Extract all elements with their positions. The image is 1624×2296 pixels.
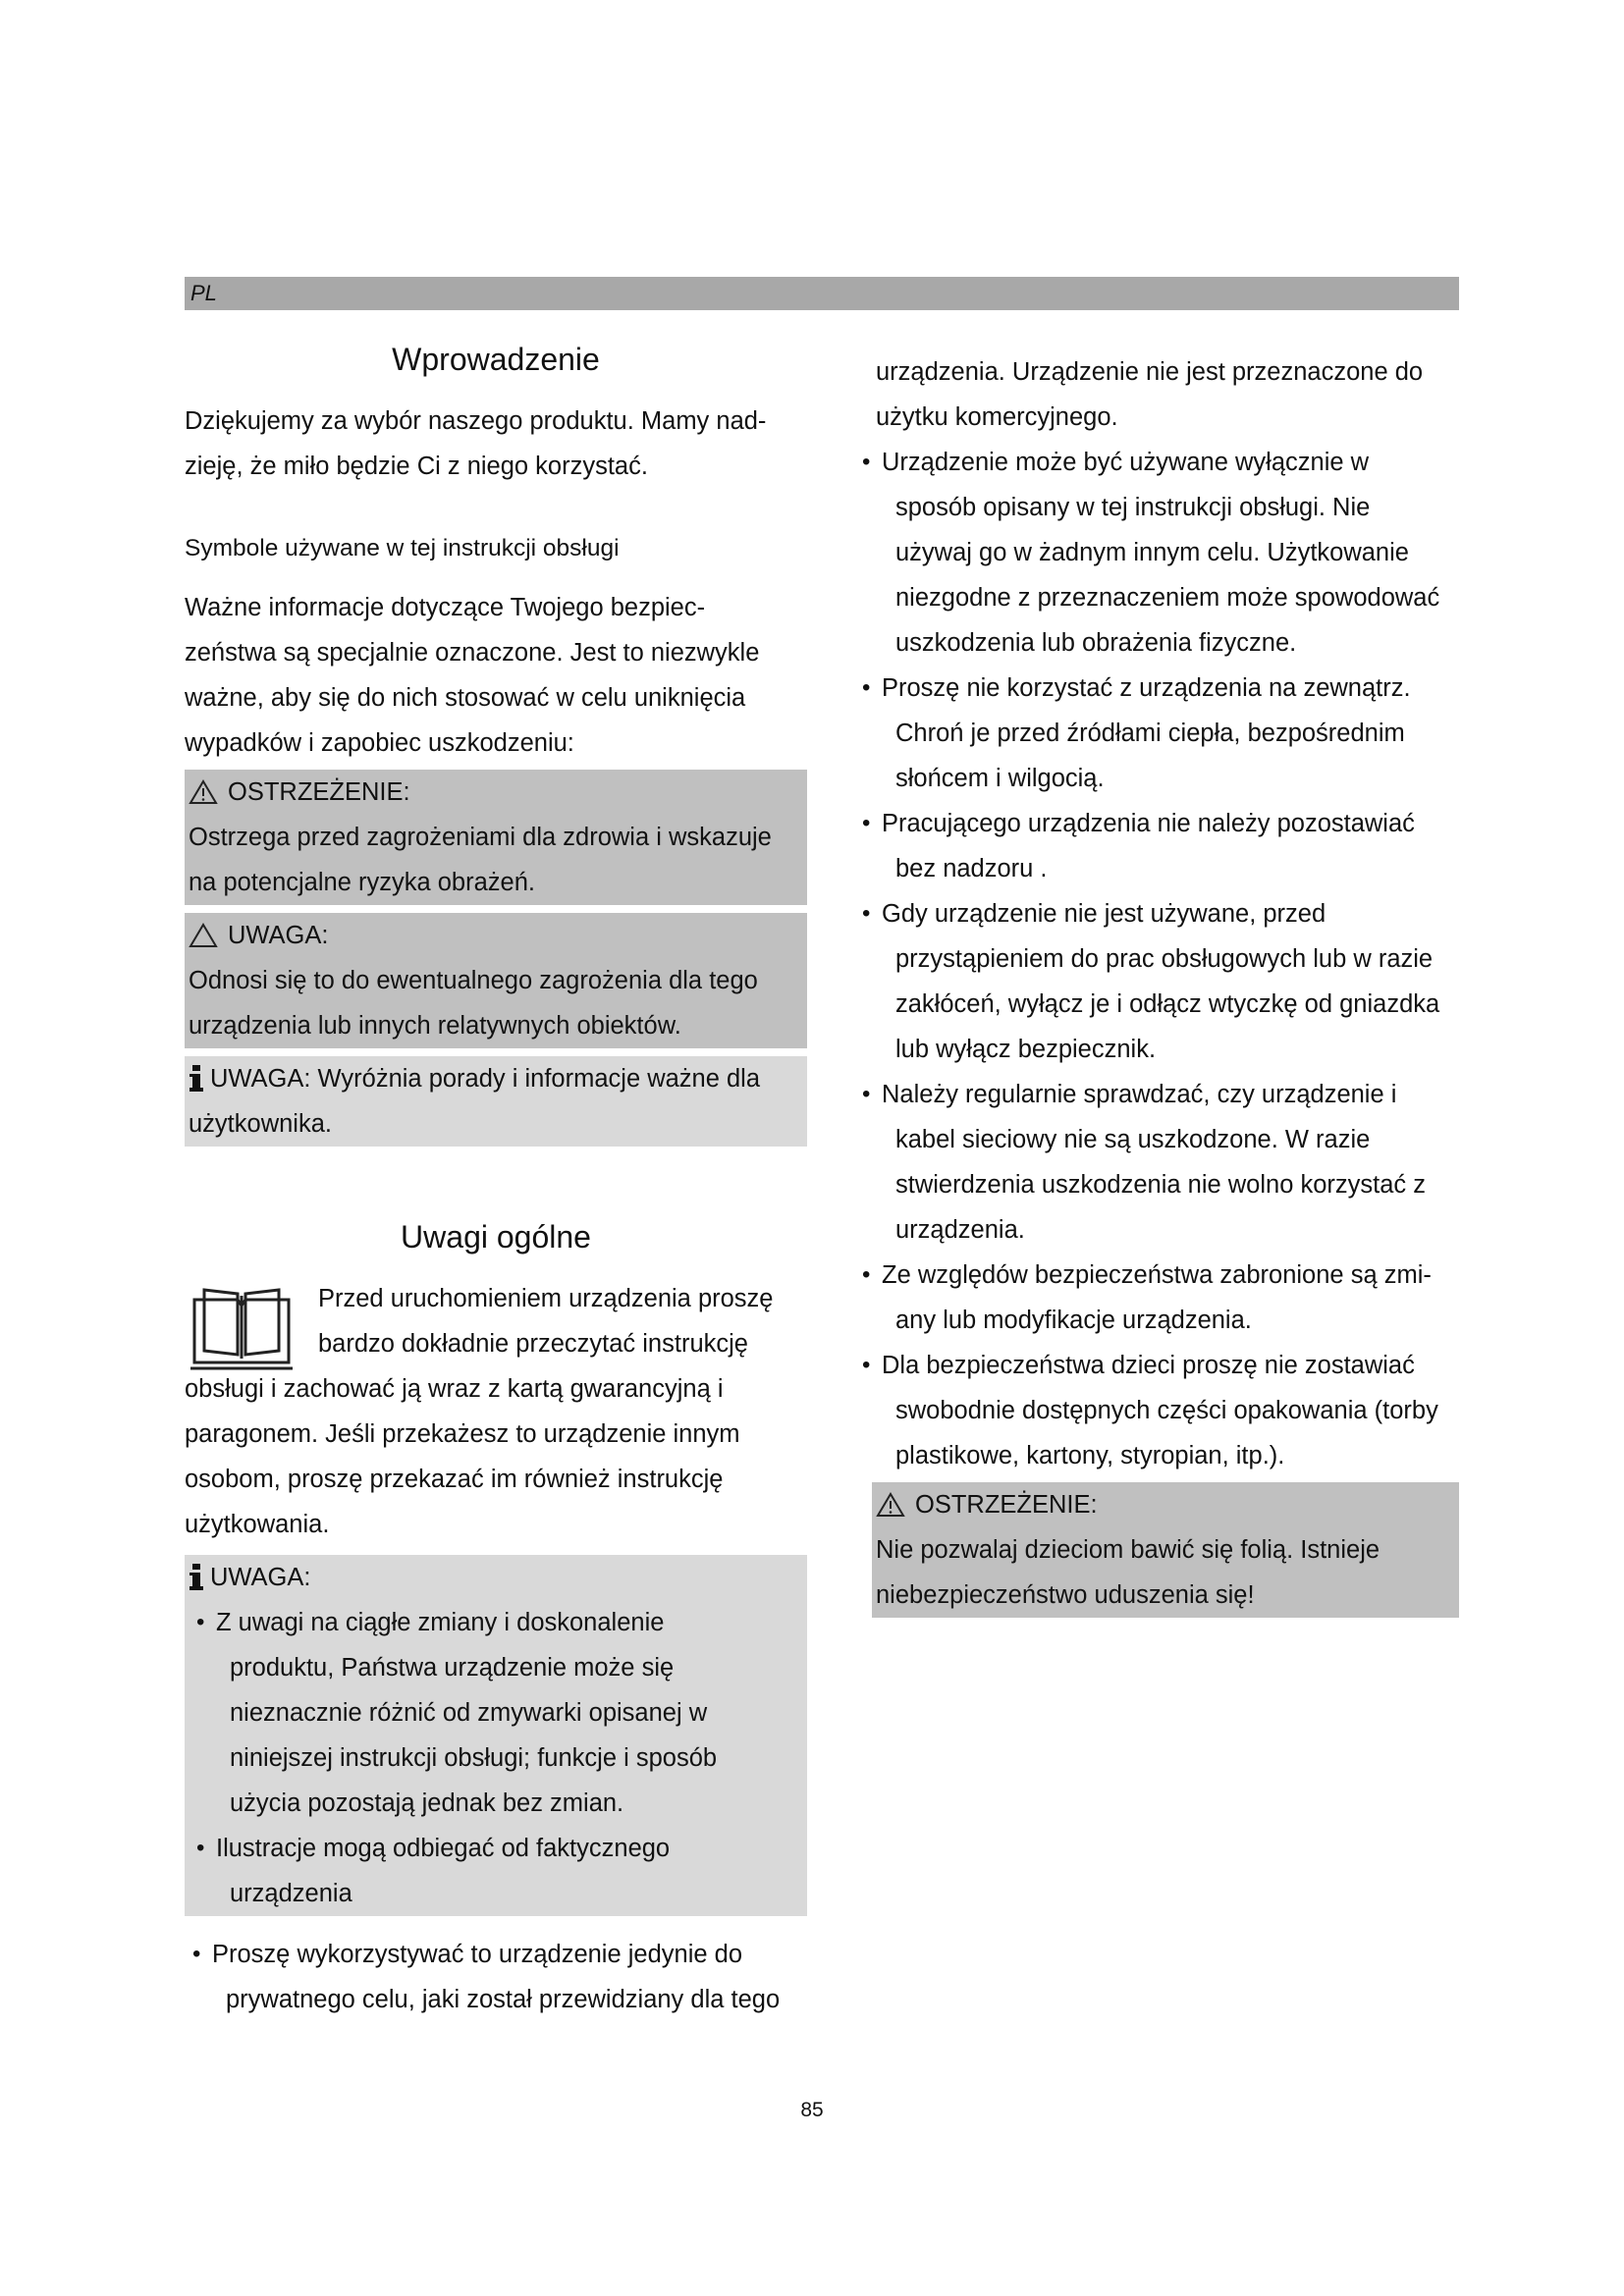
list-item: • Urządzenie może być używane wyłącznie w sposób opisany w tej instrukcji obsługi. Nie używaj go w żadnym innym celu. Użytkowanie niezgodne z przeznaczeniem może spowodować uszkodzenia lub obrażenia fizyczne. xyxy=(854,440,1459,666)
list-item: • Gdy urządzenie nie jest używane, przed przystąpieniem do prac obsługowych lub w razie zakłóceń, wyłącz je i odłącz wtyczkę od gniazdka lub wyłącz bezpiecznik. xyxy=(854,891,1459,1072)
note-box xyxy=(185,1056,807,1147)
bullet-icon: • xyxy=(862,674,871,701)
continued-line: użytku komercyjnego. xyxy=(876,403,1118,431)
symbols-line: Ważne informacje dotyczące Twojego bezpiec- xyxy=(185,594,706,621)
bullet-icon: • xyxy=(862,449,871,475)
list-item: • Proszę nie korzystać z urządzenia na zewnątrz. Chroń je przed źródłami ciepła, bezpośrednim słońcem i wilgocią. xyxy=(854,666,1459,801)
warning-title: OSTRZEŻENIE: xyxy=(228,778,410,806)
note-line: UWAGA: Wyróżnia porady i informacje ważne dla xyxy=(210,1065,761,1093)
book-icon xyxy=(189,1286,295,1370)
bullet-icon: • xyxy=(192,1941,201,1967)
caution-line: Odnosi się to do ewentualnego zagrożenia dla tego xyxy=(189,967,758,994)
intro-line: Dziękujemy za wybór naszego produktu. Mamy nad- xyxy=(185,407,767,435)
bullet-icon: • xyxy=(196,1835,205,1861)
list-item: • Ilustracje mogą odbiegać od faktycznego urządzenia xyxy=(189,1826,803,1916)
general-line: paragonem. Jeśli przekażesz to urządzenie innym xyxy=(185,1420,740,1448)
bullet-icon: • xyxy=(862,1352,871,1378)
warning-line: Ostrzega przed zagrożeniami dla zdrowia i wskazuje xyxy=(189,824,772,851)
bullet-icon: • xyxy=(196,1609,205,1635)
bullet-icon: • xyxy=(862,900,871,927)
info-icon xyxy=(189,1065,204,1093)
note-line: użytkownika. xyxy=(189,1110,332,1138)
language-label: PL xyxy=(190,281,217,305)
last-bullet-list xyxy=(185,1932,807,2022)
caution-triangle-icon xyxy=(189,923,218,948)
continued-line: urządzenia. Urządzenie nie jest przeznaczone do xyxy=(876,358,1424,386)
info-icon xyxy=(189,1564,204,1591)
warning-box-children xyxy=(872,1482,1459,1618)
caution-line: urządzenia lub innych relatywnych obiektów. xyxy=(189,1012,681,1040)
note2-title: UWAGA: xyxy=(210,1564,311,1591)
general-line: osobom, proszę przekazać im również instrukcję xyxy=(185,1466,724,1493)
bullet-icon: • xyxy=(862,810,871,836)
symbols-line: zeństwa są specjalnie oznaczone. Jest to niezwykle xyxy=(185,639,760,667)
general-title: Uwagi ogólne xyxy=(401,1219,591,1255)
symbols-heading: Symbole używane w tej instrukcji obsługi xyxy=(185,535,620,561)
intro-line: zieję, że miło będzie Ci z niego korzystać. xyxy=(185,453,648,480)
note2-bullet-list xyxy=(189,1600,803,1916)
warning-line: Nie pozwalaj dzieciom bawić się folią. Istnieje xyxy=(876,1536,1380,1564)
caution-box xyxy=(185,913,807,1048)
symbols-line: ważne, aby się do nich stosować w celu uniknięcia xyxy=(185,684,746,712)
caution-title: UWAGA: xyxy=(228,922,329,949)
symbols-line: wypadków i zapobiec uszkodzeniu: xyxy=(185,729,574,757)
right-column xyxy=(854,349,1459,1618)
general-line: Przed uruchomieniem urządzenia proszę xyxy=(318,1285,774,1312)
list-item: • Proszę wykorzystywać to urządzenie jedynie do prywatnego celu, jaki został przewidziany dla tego xyxy=(185,1932,807,2022)
warning-title: OSTRZEŻENIE: xyxy=(915,1491,1098,1519)
warning-triangle-icon xyxy=(876,1492,905,1518)
list-item: • Pracującego urządzenia nie należy pozostawiać bez nadzoru . xyxy=(854,801,1459,891)
warning-triangle-icon xyxy=(189,779,218,805)
list-item: • Należy regularnie sprawdzać, czy urządzenie i kabel sieciowy nie są uszkodzone. W razie stwierdzenia uszkodzenia nie wolno korzystać z urządzenia. xyxy=(854,1072,1459,1253)
warning-box xyxy=(185,770,807,905)
left-column xyxy=(185,334,807,2022)
general-line: obsługi i zachować ją wraz z kartą gwarancyjną i xyxy=(185,1375,724,1403)
list-item: • Dla bezpieczeństwa dzieci proszę nie zostawiać swobodnie dostępnych części opakowania (torby plastikowe, kartony, styropian, itp.). xyxy=(854,1343,1459,1478)
bullet-icon: • xyxy=(862,1081,871,1107)
header-bar xyxy=(185,277,1459,310)
page-number: 85 xyxy=(800,2099,824,2121)
general-line: użytkowania. xyxy=(185,1511,330,1538)
list-item: • Ze względów bezpieczeństwa zabronione są zmi- any lub modyfikacje urządzenia. xyxy=(854,1253,1459,1343)
bullet-icon: • xyxy=(862,1261,871,1288)
intro-title: Wprowadzenie xyxy=(392,342,600,377)
right-bullet-list xyxy=(854,440,1459,1478)
warning-line: na potencjalne ryzyka obrażeń. xyxy=(189,869,535,896)
general-line: bardzo dokładnie przeczytać instrukcję xyxy=(318,1330,748,1358)
warning-line: niebezpieczeństwo uduszenia się! xyxy=(876,1581,1255,1609)
list-item: • Z uwagi na ciągłe zmiany i doskonalenie produktu, Państwa urządzenie może się nieznacznie różnić od zmywarki opisanej w niniejszej instrukcji obsługi; funkcje i sposób użycia pozostają jednak bez zmian. xyxy=(189,1600,803,1826)
note2-box xyxy=(185,1555,807,1916)
book-paragraph xyxy=(185,1276,807,1547)
